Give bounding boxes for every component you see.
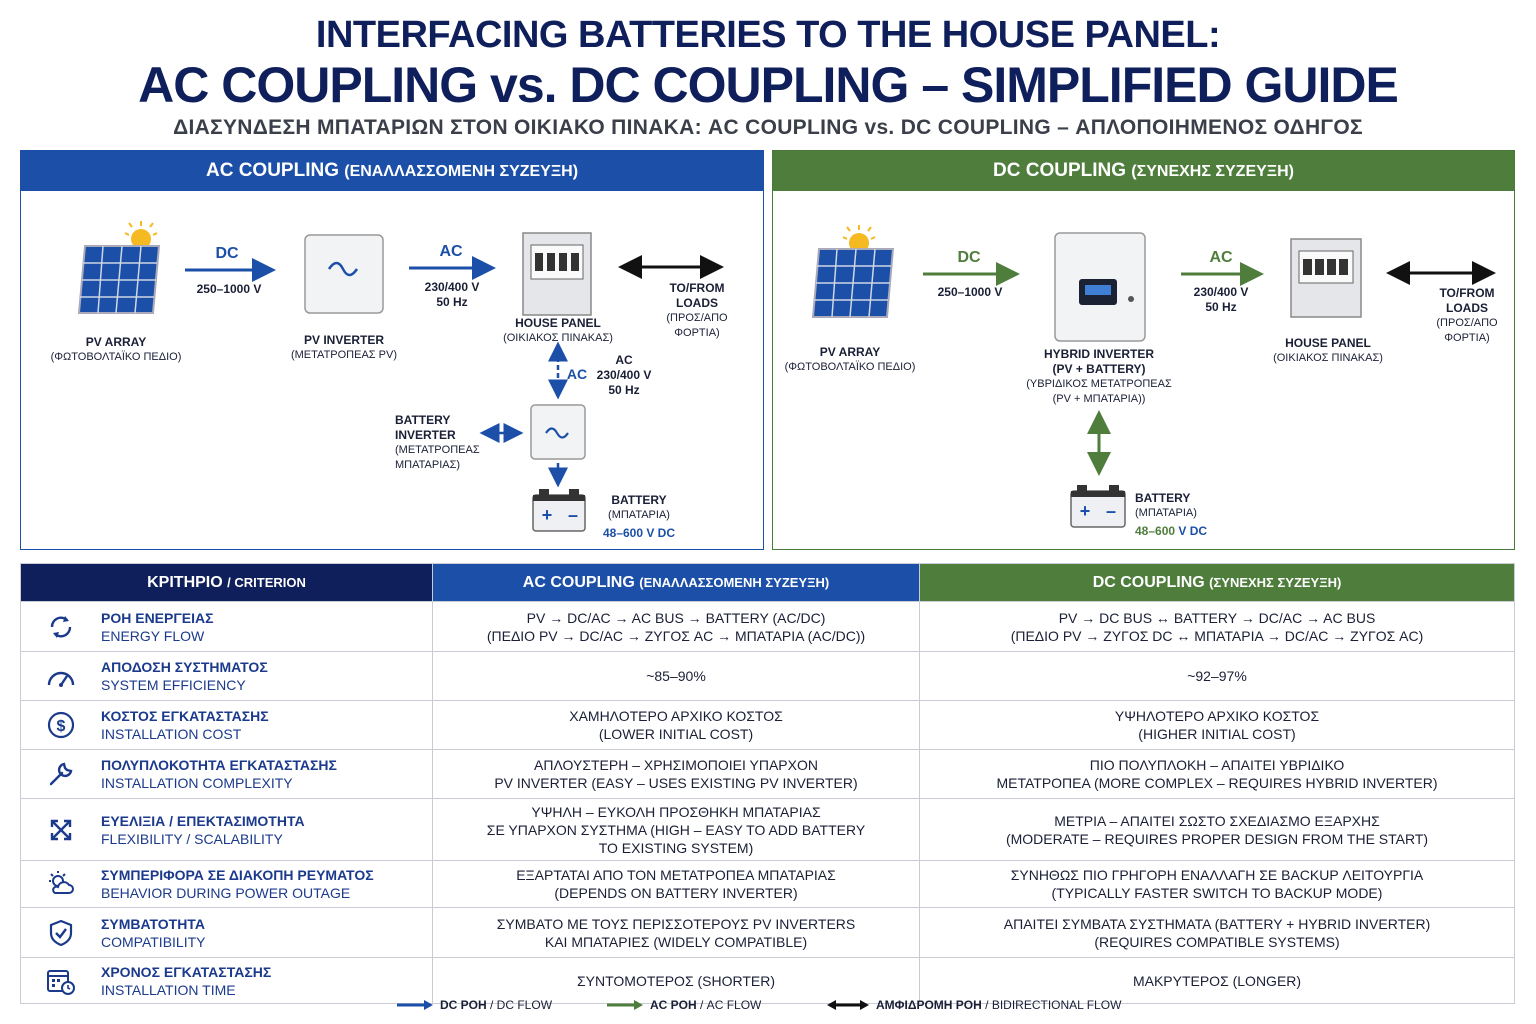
dc-value-line: (TYPICALLY FASTER SWITCH TO BACKUP MODE) [1051,885,1383,901]
criterion-cell [21,958,433,1004]
battery-inverter-icon [531,405,585,459]
ac-value-line: ΚΑΙ ΜΠΑΤΑΡΙΕΣ (WIDELY COMPATIBLE) [544,933,808,950]
solar-panel-icon [813,249,893,317]
dc-value-cell [920,958,1515,1004]
ac-value-line: ΕΞΑΡΤΑΤΑΙ ΑΠΟ ΤΟΝ ΜΕΤΑΤΡΟΠΕΑ ΜΠΑΤΑΡΙΑΣ [516,867,836,883]
criterion-en: FLEXIBILITY / SCALABILITY [101,830,283,847]
criterion-cell [21,908,433,958]
ac-value-line: PV INVERTER (EASY – USES EXISTING PV INVERTER) [494,775,858,791]
svg-text:–: – [567,505,579,525]
dc-ac-voltage: 230/400 V 50 Hz [1193,285,1249,314]
ac-value-line: ΣΥΝΤΟΜΟΤΕΡΟΣ (SHORTER) [576,972,776,989]
dc-value-line: ~92–97% [1187,668,1247,684]
ac-link-voltage: AC 230/400 V 50 Hz [596,353,652,397]
criterion-gr: ΕΥΕΛΙΞΙΑ / ΕΠΕΚΤΑΣΙΜΟΤΗΤΑ [101,812,305,829]
ac-panel-title: AC COUPLING [205,160,339,181]
criterion-gr: ΑΠΟΔΟΣΗ ΣΥΣΤΗΜΑΤΟΣ [101,659,268,675]
ac-value-line: ΧΑΜΗΛΟΤΕΡΟ ΑΡΧΙΚΟ ΚΟΣΤΟΣ [569,708,783,724]
legend-dc-flow: DC ΡΟΗ / DC FLOW [396,998,552,1012]
table-row [21,908,1515,958]
flow-legend [0,998,1536,1018]
dc-value-line: ΜΕΤΑΤΡΟΠΕΑ (MORE COMPLEX – REQUIRES HYBRID INVERTER) [996,775,1438,791]
ac-value-cell [433,799,920,861]
table-row [21,701,1515,750]
dc-value-cell [920,652,1515,701]
blue-arrow-icon [396,998,434,1012]
main-title-line1: INTERFACING BATTERIES TO THE HOUSE PANEL: [315,14,1221,56]
ac-value-line: ΑΠΛΟΥΣΤΕΡΗ – ΧΡΗΣΙΜΟΠΟΙΕΙ ΥΠΑΡΧΟΝ [534,757,818,773]
dc-value-line: (REQUIRES COMPATIBLE SYSTEMS) [1094,933,1340,950]
ac-ac-voltage: 230/400 V 50 Hz [424,280,480,309]
ac-value-cell [433,701,920,750]
ac-coupling-panel [20,150,764,550]
criterion-cell [21,652,433,701]
criterion-en: SYSTEM EFFICIENCY [101,677,246,693]
criterion-en: COMPATIBILITY [101,933,206,950]
dc-coupling-panel [772,150,1515,550]
ac-link-side-label: AC [566,366,588,382]
shield-check-icon [21,918,101,948]
ac-value-cell [433,750,920,799]
ac-house-panel-label: HOUSE PANEL (ΟΙΚΙΑΚΟΣ ΠΙΝΑΚΑΣ) [503,316,613,344]
dollar-icon [21,710,101,740]
dc-dc-flow-label: DC [957,249,981,266]
ac-value-line: ΣΕ ΥΠΑΡΧΟΝ ΣΥΣΤΗΜΑ (HIGH – EASY TO ADD BATTERY [486,821,866,838]
ac-value-line: ΣΥΜΒΑΤΟ ΜΕ ΤΟΥΣ ΠΕΡΙΣΣΟΤΕΡΟΥΣ PV INVERTERS [496,915,856,932]
ac-value-cell [433,958,920,1004]
dc-pv-array-label: PV ARRAY (ΦΩΤΟΒΟΛΤΑΪΚΟ ΠΕΔΙΟ) [784,345,916,373]
green-arrow-icon [606,998,644,1012]
ac-value-cell [433,861,920,908]
house-panel-icon [523,233,591,315]
dc-hybrid-inverter-label: HYBRID INVERTER (PV + BATTERY) (ΥΒΡΙΔΙΚΟΣ ΜΕΤΑΤΡΟΠΕΑΣ (PV + ΜΠΑΤΑΡΙΑ)) [1026,347,1172,405]
dc-ac-flow-label: AC [1209,249,1233,266]
svg-text:+: + [1079,501,1091,521]
ac-loads-label: TO/FROM LOADS (ΠΡΟΣ/ΑΠΟ ΦΟΡΤΙΑ) [666,281,728,339]
ac-value-line: (DEPENDS ON BATTERY INVERTER) [554,885,798,901]
ac-ac-flow-label: AC [439,243,463,260]
criterion-cell [21,861,433,908]
dc-value-line: ΜΕΤΡΙΑ – ΑΠΑΙΤΕΙ ΣΩΣΤΟ ΣΧΕΔΙΑΣΜΟ ΕΞΑΡΧΗΣ [1054,812,1380,829]
criterion-gr: ΧΡΟΝΟΣ ΕΓΚΑΤΑΣΤΑΣΗΣ [101,963,272,980]
ac-coupling-header: AC COUPLING (ΕΝΑΛΛΑΣΣΟΜΕΝΗ ΣΥΖΕΥΞΗ) [433,564,920,602]
svg-text:$: $ [56,718,66,735]
criterion-header: ΚΡΙΤΗΡΙΟ / CRITERION [21,564,433,602]
ac-battery-label: BATTERY (ΜΠΑΤΑΡΙΑ) 48–600 V DC [602,493,676,540]
calendar-clock-icon [21,966,101,996]
dc-dc-voltage: 250–1000 V [937,285,1003,299]
battery-icon [533,489,585,531]
ac-pv-array-label: PV ARRAY (ΦΩΤΟΒΟΛΤΑΪΚΟ ΠΕΔΙΟ) [50,335,182,363]
sun-icon [125,221,157,249]
table-row [21,958,1515,1004]
ac-dc-flow-label: DC [215,245,239,262]
dc-value-line: (ΠΕΔΙΟ PV → ΖΥΓΟΣ DC ↔ ΜΠΑΤΑΡΙΑ → DC/AC → ΖΥΓΟΣ AC) [1010,627,1424,644]
ac-panel-title-gr: (ΕΝΑΛΛΑΣΣΟΜΕΝΗ ΣΥΖΕΥΞΗ) [344,163,579,180]
legend-ac-flow: AC ΡΟΗ / AC FLOW [606,998,761,1012]
dc-value-line: ΑΠΑΙΤΕΙ ΣΥΜΒΑΤΑ ΣΥΣΤΗΜΑΤΑ (BATTERY + HYBRID INVERTER) [1003,915,1431,932]
dc-value-cell [920,701,1515,750]
dc-coupling-header: DC COUPLING (ΣΥΝΕΧΗΣ ΣΥΖΕΥΞΗ) [920,564,1515,602]
ac-pv-inverter-label: PV INVERTER (ΜΕΤΑΤΡΟΠΕΑΣ PV) [290,333,397,361]
criterion-cell [21,602,433,652]
dc-value-cell [920,908,1515,958]
ac-dc-voltage: 250–1000 V [196,282,262,296]
dc-value-cell [920,750,1515,799]
solar-panel-icon [79,246,159,313]
ac-value-cell [433,602,920,652]
dc-panel-title: DC COUPLING [993,160,1127,181]
dc-value-line: (MODERATE – REQUIRES PROPER DESIGN FROM THE START) [1005,830,1429,847]
table-row [21,750,1515,799]
pv-inverter-icon [305,235,383,313]
cycle-icon [21,612,101,642]
table-row [21,799,1515,861]
table-header-row [21,564,1515,602]
criterion-gr: ΚΟΣΤΟΣ ΕΓΚΑΤΑΣΤΑΣΗΣ [101,708,269,724]
expand-icon [21,815,101,845]
criterion-gr: ΣΥΜΒΑΤΟΤΗΤΑ [101,915,205,932]
gauge-icon [21,661,101,691]
ac-value-line: ΥΨΗΛΗ – ΕΥΚΟΛΗ ΠΡΟΣΘΗΚΗ ΜΠΑΤΑΡΙΑΣ [531,803,821,820]
house-panel-icon [1291,239,1361,317]
criterion-cell [21,750,433,799]
dc-value-line: PV → DC BUS ↔ BATTERY → DC/AC → AC BUS [1058,609,1376,626]
dc-value-cell [920,799,1515,861]
dc-loads-label: TO/FROM LOADS (ΠΡΟΣ/ΑΠΟ ΦΟΡΤΙΑ) [1436,286,1498,344]
legend-bidirectional-flow: ΑΜΦΙΔΡΟΜΗ ΡΟΗ / BIDIRECTIONAL FLOW [826,998,1121,1012]
criterion-en: BEHAVIOR DURING POWER OUTAGE [101,885,351,901]
bidirectional-arrow-icon [826,998,870,1012]
ac-battery-inverter-label: BATTERY INVERTER (ΜΕΤΑΤΡΟΠΕΑΣ ΜΠΑΤΑΡΙΑΣ) [395,413,480,471]
criterion-cell [21,701,433,750]
battery-icon [1071,485,1125,527]
dc-battery-label: BATTERY (ΜΠΑΤΑΡΙΑ) 48–600 V DC [1135,491,1208,538]
main-subtitle: ΔΙΑΣΥΝΔΕΣΗ ΜΠΑΤΑΡΙΩΝ ΣΤΟΝ ΟΙΚΙΑΚΟ ΠΙΝΑΚΑ: AC COUPLING vs. DC COUPLING – ΑΠΛΟΠΟΙΗΜΕΝΟΣ ΟΔΗΓΟΣ [173,116,1363,139]
dc-value-line: ΣΥΝΗΘΩΣ ΠΙΟ ΓΡΗΓΟΡΗ ΕΝΑΛΛΑΓΗ ΣΕ BACKUP ΛΕΙΤΟΥΡΓΙΑ [1010,867,1424,883]
dc-value-line: ΠΙΟ ΠΟΛΥΠΛΟΚΗ – ΑΠΑΙΤΕΙ ΥΒΡΙΔΙΚΟ [1089,757,1345,773]
table-row [21,602,1515,652]
criterion-gr: ΠΟΛΥΠΛΟΚΟΤΗΤΑ ΕΓΚΑΤΑΣΤΑΣΗΣ [101,757,337,773]
criterion-en: INSTALLATION COMPLEXITY [101,775,293,791]
table-row [21,861,1515,908]
dc-value-line: ΜΑΚΡΥΤΕΡΟΣ (LONGER) [1132,972,1302,989]
criterion-en: ENERGY FLOW [101,627,205,644]
dc-value-line: (HIGHER INITIAL COST) [1138,726,1296,742]
dc-panel-title-gr: (ΣΥΝΕΧΗΣ ΣΥΖΕΥΞΗ) [1131,163,1294,180]
table-row [21,652,1515,701]
weather-outage-icon [21,869,101,899]
ac-value-line: (ΠΕΔΙΟ PV → DC/AC → ΖΥΓΟΣ AC → ΜΠΑΤΑΡΙΑ (AC/DC)) [486,627,866,644]
ac-value-line: TO EXISTING SYSTEM) [598,839,754,856]
hybrid-inverter-icon [1055,233,1145,341]
ac-value-line: (LOWER INITIAL COST) [598,726,754,742]
criterion-en: INSTALLATION TIME [101,981,236,998]
dc-value-cell [920,861,1515,908]
dc-value-line: ΥΨΗΛΟΤΕΡΟ ΑΡΧΙΚΟ ΚΟΣΤΟΣ [1114,708,1320,724]
criterion-gr: ΣΥΜΠΕΡΙΦΟΡΑ ΣΕ ΔΙΑΚΟΠΗ ΡΕΥΜΑΤΟΣ [101,867,374,883]
comparison-table [20,563,1515,1004]
dc-house-panel-label: HOUSE PANEL (ΟΙΚΙΑΚΟΣ ΠΙΝΑΚΑΣ) [1273,336,1383,364]
svg-text:–: – [1105,501,1117,521]
ac-value-line: PV → DC/AC → AC BUS → BATTERY (AC/DC) [526,609,826,626]
ac-value-cell [433,652,920,701]
wrench-icon [21,759,101,789]
ac-value-line: ~85–90% [646,668,706,684]
criterion-en: INSTALLATION COST [101,726,242,742]
svg-text:+: + [541,505,553,525]
criterion-gr: ΡΟΗ ΕΝΕΡΓΕΙΑΣ [101,609,214,626]
main-title-line2: AC COUPLING vs. DC COUPLING – SIMPLIFIED GUIDE [138,57,1398,113]
dc-value-cell [920,602,1515,652]
criterion-cell [21,799,433,861]
ac-value-cell [433,908,920,958]
